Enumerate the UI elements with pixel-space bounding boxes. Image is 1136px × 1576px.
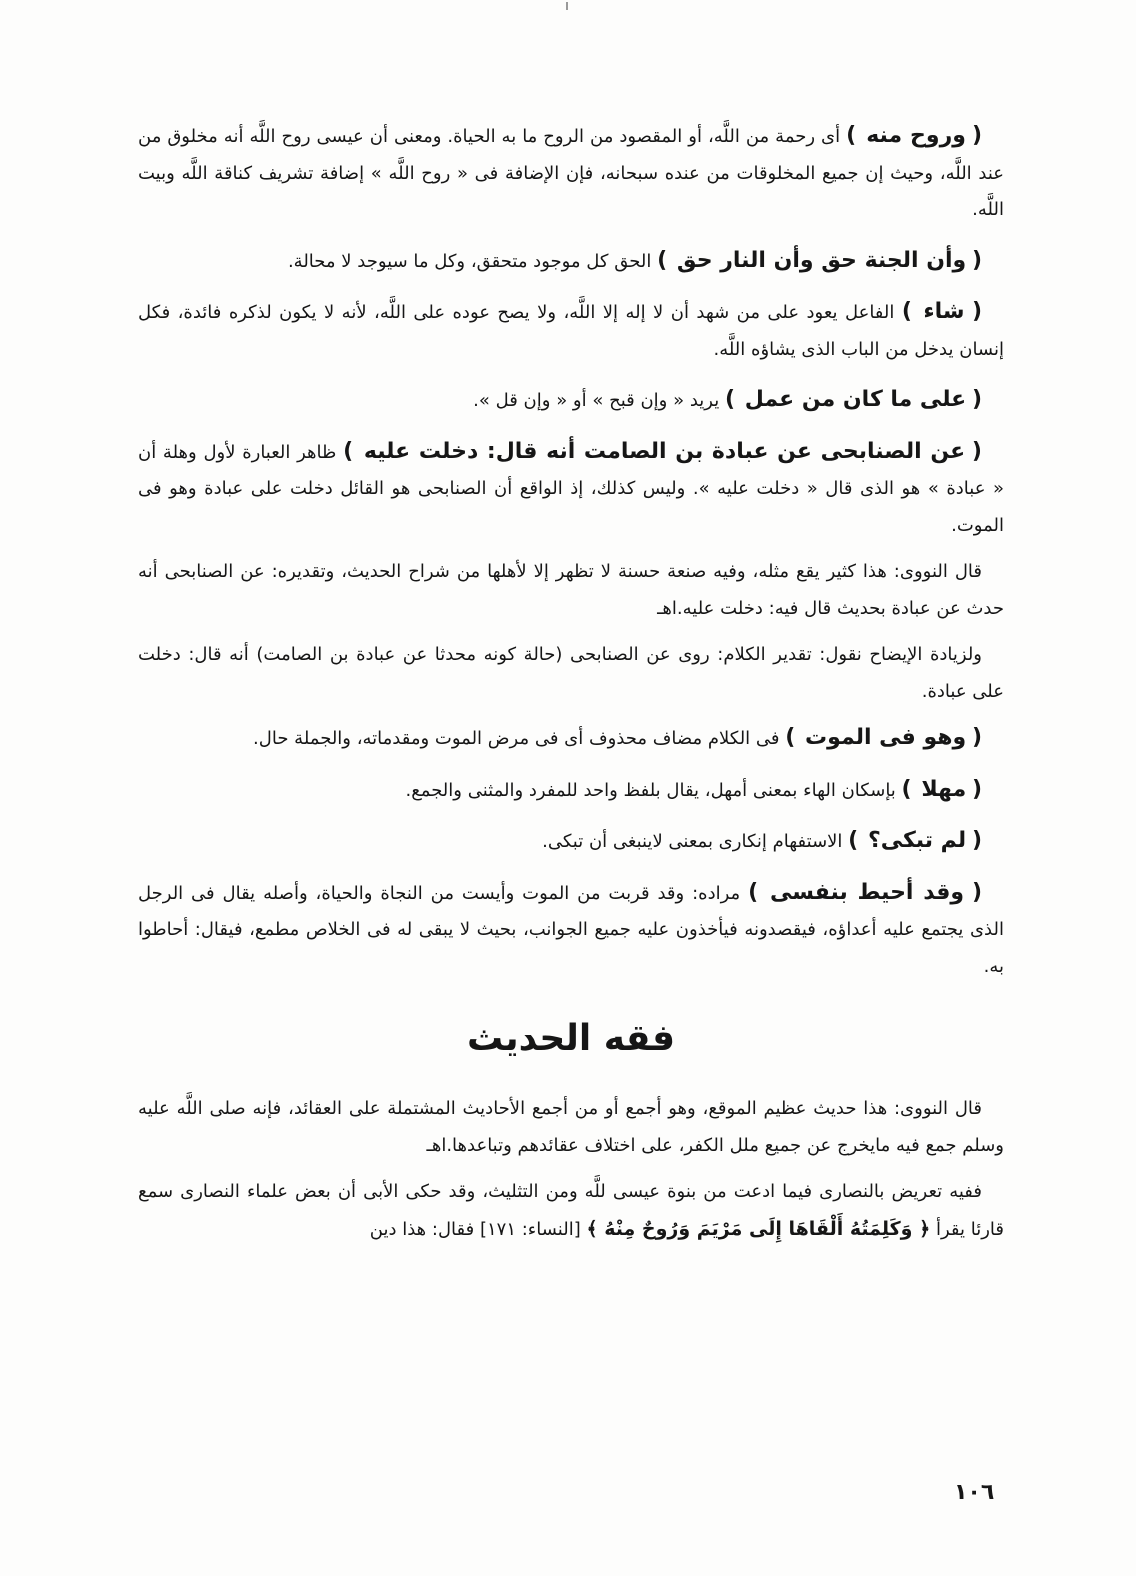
entry-text: الفاعل يعود على من شهد أن لا إله إلا اللَّه، ولا يصح عوده على اللَّه، لأنه لا يكون لذكره فائدة، فكل إنسان يدخل من الباب الذى يشاؤه اللَّه. — [138, 302, 1004, 360]
bracket-open: ( — [971, 438, 982, 464]
entry-term: وأن الجنة حق وأن النار حق — [676, 247, 967, 273]
paragraph-text-end: فقال: هذا دين — [369, 1218, 475, 1240]
entry-3 — [138, 382, 1004, 420]
bracket-close: ) — [901, 299, 912, 324]
bracket-open: ( — [971, 387, 982, 412]
entry-text: أى رحمة من اللَّه، أو المقصود من الروح ما به الحياة. ومعنى أن عيسى روح اللَّه أنه مخلوق من عند اللَّه، وحيث إن جميع المخلوقات من عنده سبحانه، فإن الإضافة فى « روح اللَّه » إضافة تشريف كناقة اللَّه وبيت اللَّه. — [138, 126, 1004, 220]
entry-5 — [138, 720, 1004, 758]
entry-1 — [138, 243, 1004, 281]
section-heading: فقه الحديث — [466, 1018, 676, 1059]
entry-6 — [138, 772, 1004, 810]
bracket-open: ( — [971, 299, 982, 324]
bracket-close: ) — [785, 725, 796, 750]
page-content — [138, 118, 1004, 1248]
page-number: ١٠٦ — [954, 1480, 995, 1505]
entry-term: شاء — [923, 299, 965, 324]
paragraph-text: ففيه تعريض بالنصارى فيما ادعت من بنوة عيسى للَّه ومن التثليث، وقد حكى الأبى أن بعض علماء النصارى سمع قارئا يقرأ — [138, 1181, 1004, 1240]
entry-term: لم تبكى؟ — [867, 828, 967, 853]
entry-2 — [138, 294, 1004, 368]
verse-citation: [النساء: ١٧١] — [479, 1218, 581, 1240]
entry-4 — [138, 434, 1004, 545]
bracket-close: ) — [848, 828, 859, 853]
entry-term: وقد أحيط بنفسى — [770, 879, 965, 905]
note-clarification: ولزيادة الإيضاح نقول: تقدير الكلام: روى عن الصنابحى (حالة كونه محدثا عن عبادة بن الصامت) أنه قال: دخلت على عبادة. — [138, 644, 1004, 702]
bracket-close: ) — [846, 123, 857, 148]
entry-term: على ما كان من عمل — [744, 387, 967, 412]
bracket-open: ( — [971, 247, 982, 273]
bracket-open: ( — [971, 725, 982, 750]
entry-term: وهو فى الموت — [805, 725, 967, 750]
entry-text: ظاهر العبارة لأول وهلة أن « عبادة » هو الذى قال « دخلت عليه ». وليس كذلك، إذ الواقع أن الصنابحى هو القائل دخلت على عبادة وهو فى الموت. — [138, 441, 1004, 536]
entry-text: بإسكان الهاء بمعنى أمهل، يقال بلفظ واحد للمفرد والمثنى والجمع. — [405, 779, 896, 801]
bracket-close: ) — [901, 776, 912, 802]
bracket-close: ) — [748, 879, 759, 905]
quran-verse: ﴿ وَكَلِمَتُهُ أَلْقَاهَا إِلَى مَرْيَمَ وَرُوحٌ مِنْهُ ﴾ — [586, 1217, 931, 1240]
entry-text: مراده: وقد قربت من الموت وأيست من النجاة والحياة، وأصله يقال فى الرجل الذى يجتمع عليه أعداؤه، فيقصدونه فيأخذون عليه جميع الجوانب، بحيث لا يبقى له فى الخلاص مطمع، فيقال: أحاطوا به. — [138, 882, 1004, 977]
entry-text: فى الكلام مضاف محذوف أى فى مرض الموت ومقدماته، والجملة حال. — [253, 728, 780, 749]
bracket-open: ( — [971, 828, 982, 853]
note-nawawi: قال النووى: هذا كثير يقع مثله، وفيه صنعة حسنة لا تظهر إلا لأهلها من شراح الحديث، وتقديره: عن الصنابحى أنه حدث عن عبادة بحديث قال فيه: دخلت عليه.اهـ — [138, 561, 1004, 619]
entry-term: عن الصنابحى عن عبادة بن الصامت أنه قال: دخلت عليه — [363, 438, 966, 464]
bracket-close: ) — [343, 438, 354, 464]
entry-text: الاستفهام إنكارى بمعنى لاينبغى أن تبكى. — [542, 831, 843, 852]
entry-text: يريد « وإن قبح » أو « وإن قل ». — [473, 390, 720, 411]
top-registration-mark — [566, 2, 568, 10]
entry-term: وروح منه — [866, 123, 966, 148]
bracket-open: ( — [971, 123, 982, 148]
bracket-close: ) — [724, 387, 736, 412]
entry-term: مهلا — [921, 776, 967, 802]
entry-text: الحق كل موجود متحقق، وكل ما سيوجد لا محالة. — [287, 250, 652, 272]
entry-8 — [138, 875, 1004, 986]
entry-7 — [138, 823, 1004, 861]
fiqh-paragraph-1: قال النووى: هذا حديث عظيم الموقع، وهو أجمع أو من أجمع الأحاديث المشتملة على العقائد، فإنه صلى اللَّه عليه وسلم جمع فيه مايخرج عن جميع ملل الكفر، على اختلاف عقائدهم وتباعدها.اهـ — [138, 1098, 1004, 1156]
bracket-close: ) — [657, 247, 668, 273]
bracket-open: ( — [971, 879, 982, 905]
fiqh-paragraph-2 — [138, 1174, 1004, 1248]
bracket-open: ( — [971, 776, 982, 802]
entry-0 — [138, 118, 1004, 229]
